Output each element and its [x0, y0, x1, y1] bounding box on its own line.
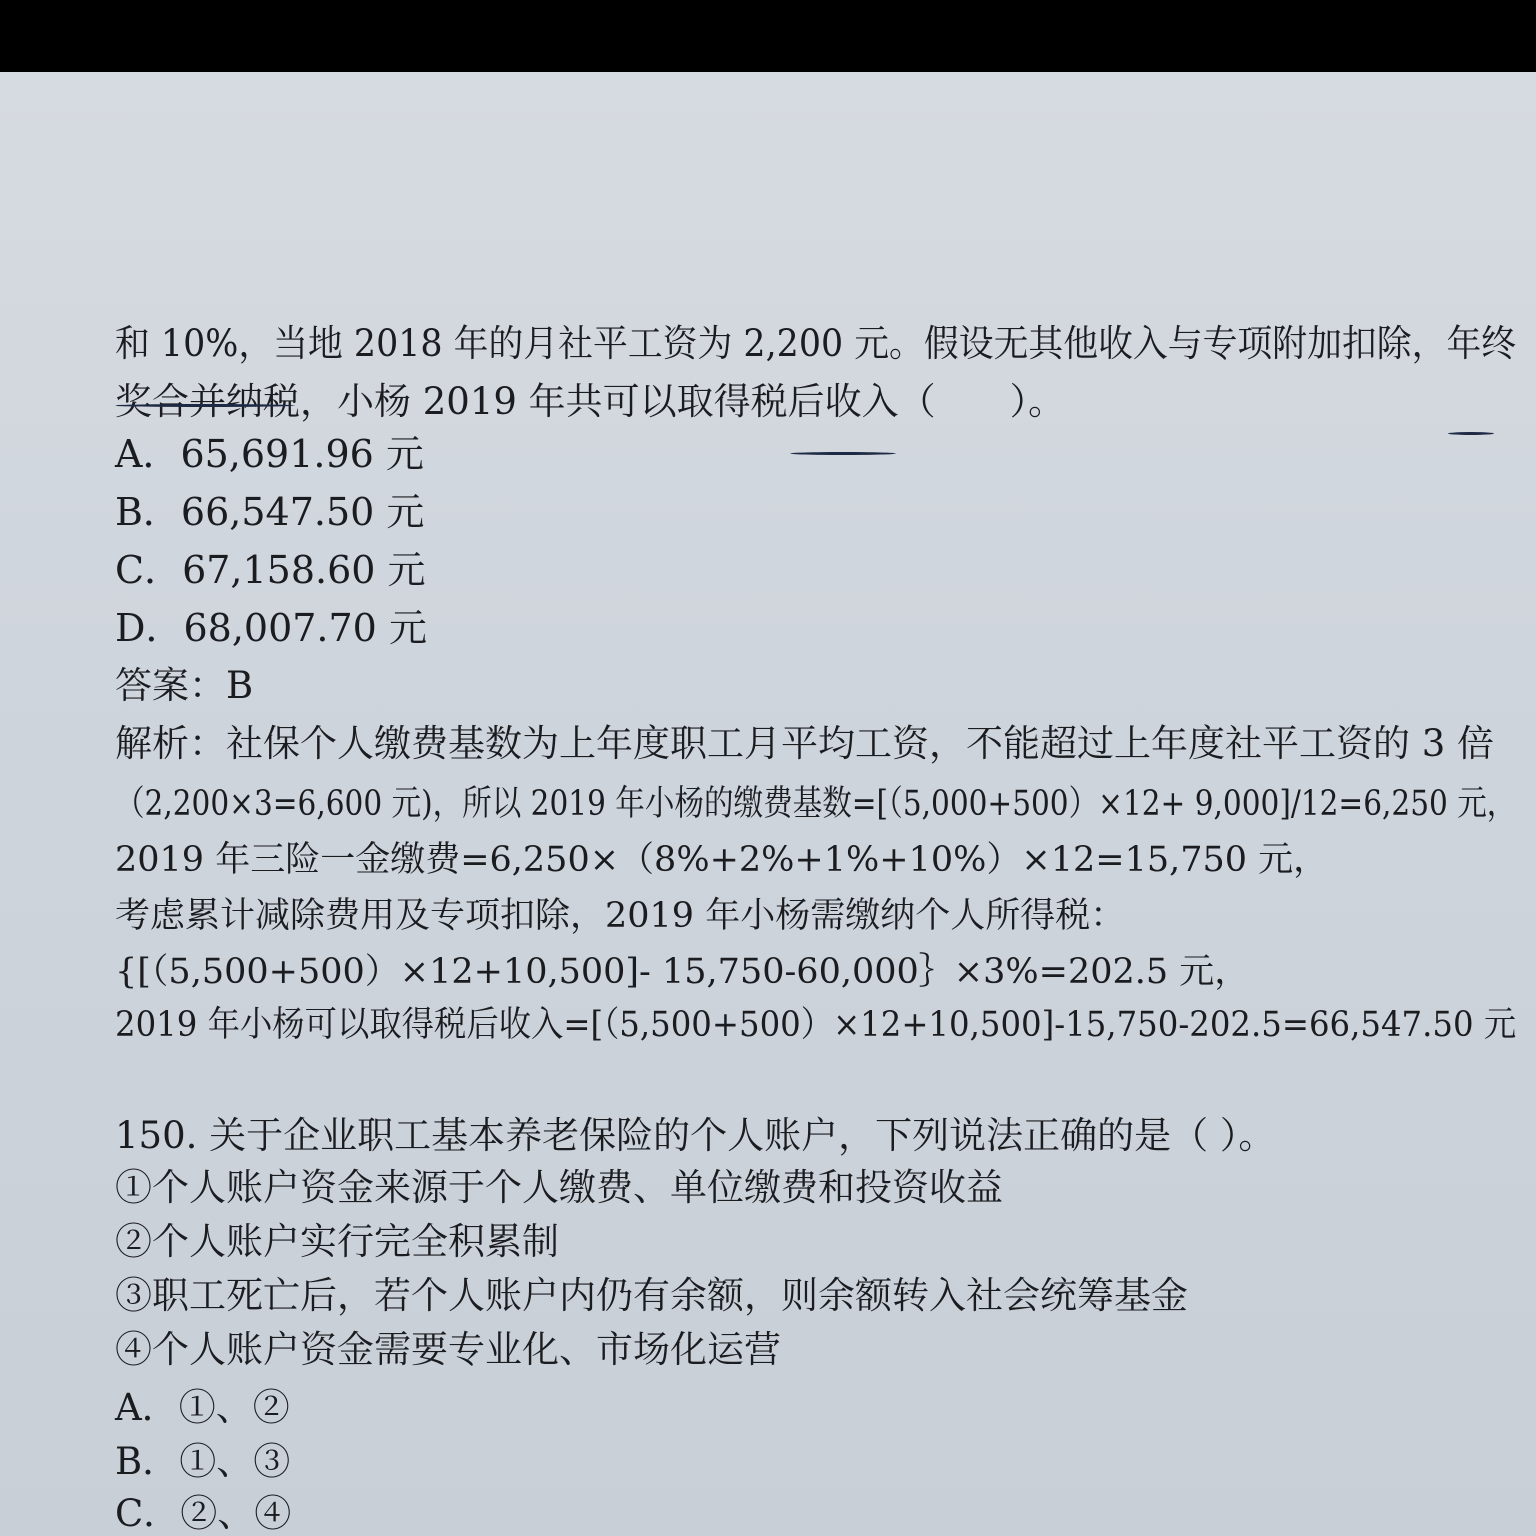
question-150-title: 150. 关于企业职工基本养老保险的个人账户，下列说法正确的是（ ）。 — [115, 1114, 1276, 1157]
question-150-option-a: A．①、② — [115, 1386, 290, 1429]
option-a: A．65,691.96 元 — [115, 432, 424, 476]
statement-4: ④个人账户资金需要专业化、市场化运营 — [115, 1328, 781, 1371]
analysis-line-4: 考虑累计减除费用及专项扣除，2019 年小杨需缴纳个人所得税： — [115, 896, 1126, 936]
statement-1: ①个人账户资金来源于个人缴费、单位缴费和投资收益 — [115, 1166, 1003, 1209]
analysis-line-2: （2,200×3=6,600 元)，所以 2019 年小杨的缴费基数=[（5,000+500）×12+ 9,000]/12=6,250 元， — [115, 784, 1517, 824]
analysis-line-6: 2019 年小杨可以取得税后收入=[（5,500+500）×12+10,500]-15,750-202.5=66,547.50 元 — [115, 1005, 1517, 1045]
analysis-line-3: 2019 年三险一金缴费=6,250×（8%+2%+1%+10%）×12=15,750 元， — [115, 840, 1329, 880]
option-c: C．67,158.60 元 — [115, 548, 426, 592]
option-d: D．68,007.70 元 — [115, 606, 427, 650]
pen-underline-mark — [1448, 432, 1494, 435]
question-text-line-1: 和 10%，当地 2018 年的月社平工资为 2,200 元。假设无其他收入与专项附加扣除，年终 — [115, 322, 1517, 365]
answer-line: 答案：B — [115, 664, 254, 707]
question-text-line-2: 奖合并纳税，小杨 2019 年共可以取得税后收入（ ）。 — [115, 380, 1066, 423]
question-150-option-c: C．②、④ — [115, 1492, 292, 1535]
statement-2: ②个人账户实行完全积累制 — [115, 1220, 559, 1263]
analysis-line-1: 解析：社保个人缴费基数为上年度职工月平均工资，不能超过上年度社平工资的 3 倍 — [115, 722, 1495, 765]
option-b: B．66,547.50 元 — [115, 490, 425, 534]
question-150-option-b: B．①、③ — [115, 1440, 291, 1483]
pen-underline-mark — [790, 452, 896, 455]
analysis-line-5: {[（5,500+500）×12+10,500]- 15,750-60,000｝×3%=202.5 元， — [115, 952, 1250, 992]
statement-3: ③职工死亡后，若个人账户内仍有余额，则余额转入社会统筹基金 — [115, 1274, 1188, 1317]
pen-underline-mark — [115, 404, 295, 407]
